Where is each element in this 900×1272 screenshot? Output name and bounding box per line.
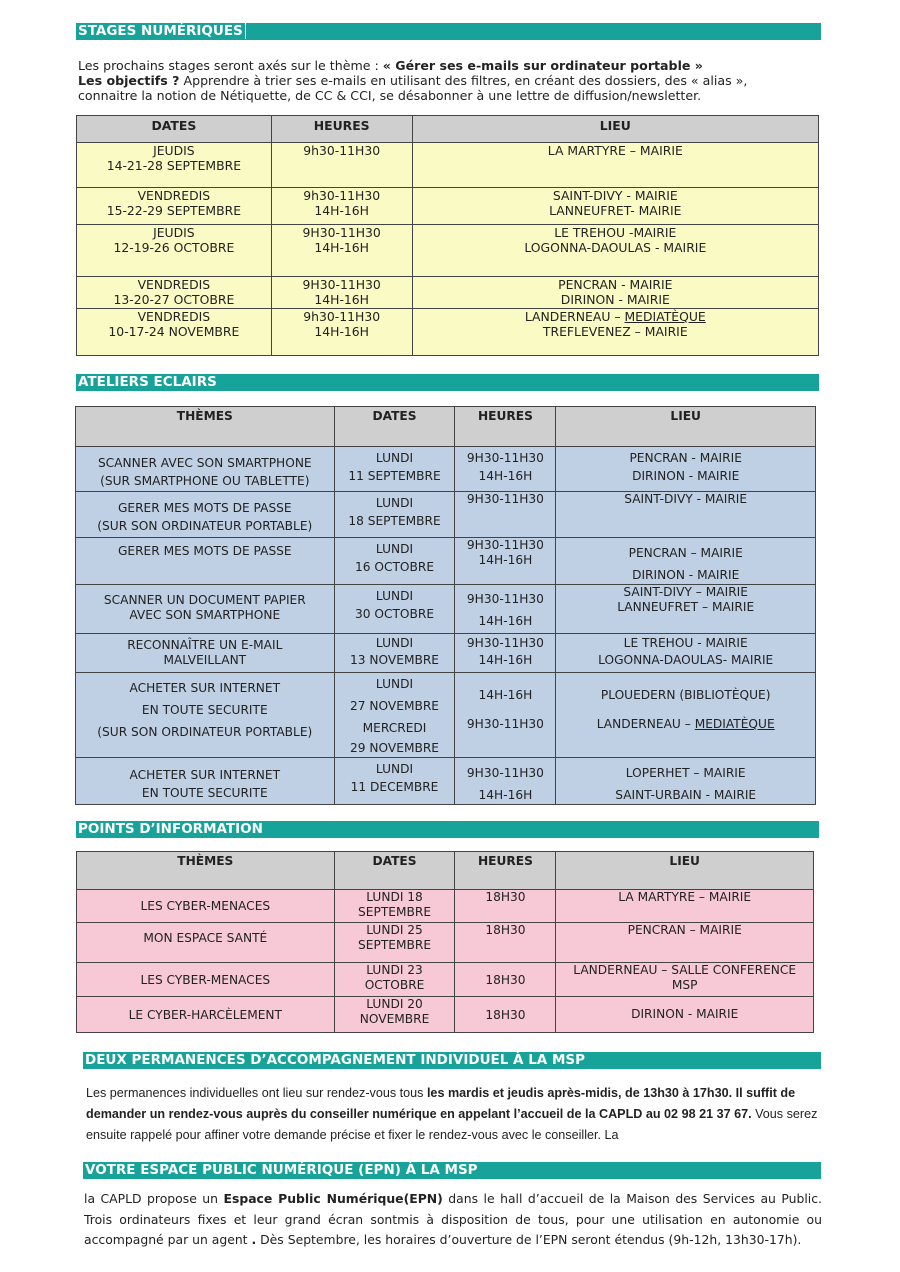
col-header-lieu: LIEU [556, 407, 816, 447]
section-banner-points [76, 821, 819, 838]
table-cell [334, 538, 455, 585]
cell-text: 9H30-11H30 [466, 592, 544, 606]
table-cell [556, 890, 814, 923]
table-row [77, 923, 814, 963]
table-cell [556, 538, 816, 585]
cell-text: 14H-16H [314, 240, 369, 255]
col-header-themes: THÈMES [76, 407, 335, 447]
table-cell [76, 673, 335, 758]
cell-text: OCTOBRE [364, 978, 425, 992]
cell-text: LUNDI [375, 496, 414, 510]
table-row [77, 997, 814, 1033]
table-cell [455, 758, 556, 805]
table-cell [455, 538, 556, 585]
cell-text: MEDIATÈQUE [624, 309, 706, 324]
table-cell: 18H30 [455, 923, 556, 963]
cell-text: dans le hall d’accueil de la Maison des Services au Public. Trois ordinateurs fixes et leur grand écran sontmis à disposition de tous, pour une utilisation en autonomie ou accompagné par un agent [84, 1191, 822, 1247]
table-cell: MON ESPACE SANTÉ [77, 923, 335, 963]
cell-text: 29 NOVEMBRE [350, 741, 439, 755]
cell-text: SCANNER AVEC SON SMARTPHONE [97, 456, 312, 470]
cell-text: LUNDI 25 [366, 923, 423, 937]
table-row [76, 492, 816, 538]
cell-text: EN TOUTE SECURITE [141, 786, 268, 800]
cell-text: LANDERNEAU – SALLE CONFERENCE [573, 963, 797, 977]
cell-text: (SUR SON ORDINATEUR PORTABLE) [97, 519, 313, 533]
cell-text: 9H30-11H30 [466, 766, 544, 780]
table-cell [77, 309, 272, 356]
cell-text: 14H-16H [314, 324, 369, 339]
cell-text: (SUR SON ORDINATEUR PORTABLE) [97, 725, 313, 739]
cell-text: 14H-16H [478, 614, 533, 628]
table-cell [334, 585, 455, 634]
col-header-heures: HEURES [455, 407, 556, 447]
cell-text: 18 SEPTEMBRE [348, 514, 441, 528]
table-cell [76, 634, 335, 673]
stages-intro: Les prochains stages seront axés sur le thème : « Gérer ses e-mails sur ordinateur portable » Les objectifs ? Apprendre à trier ses e-mails en utilisant des filtres, en créant des dossiers, des « alias », connaitre la notion de Nétiquette, de CC & CCI, se désabonner à une lettre de diffusion/newsletter. [78, 58, 838, 103]
section-banner-stages [76, 23, 821, 40]
cell-text: SAINT-DIVY - MAIRIE [624, 492, 748, 506]
col-header-dates: DATES [334, 852, 455, 890]
cell-text: 12-19-26 OCTOBRE [113, 240, 235, 255]
cell-text: LUNDI [375, 636, 414, 650]
table-cell [334, 963, 455, 997]
cell-text: 9H30-11H30 [466, 492, 544, 506]
cell-text: 14H-16H [478, 788, 533, 802]
table-cell [556, 634, 816, 673]
ateliers-table [75, 406, 816, 805]
table-row [77, 890, 814, 923]
table-cell [556, 492, 816, 538]
table-cell [412, 143, 818, 188]
table-cell [334, 890, 455, 923]
section-banner-permanences [83, 1052, 821, 1069]
table-cell: LES CYBER-MENACES [77, 890, 335, 923]
table-cell [412, 188, 818, 225]
table-cell [334, 758, 455, 805]
cell-text: 14H-16H [314, 203, 369, 218]
col-header-heures: HEURES [271, 116, 412, 143]
table-cell [556, 758, 816, 805]
cell-text: 30 OCTOBRE [354, 607, 435, 621]
cell-text: LUNDI 23 [366, 963, 423, 977]
cell-text: LOPERHET – MAIRIE [625, 766, 746, 780]
cell-text: SAINT-DIVY - MAIRIE [552, 188, 678, 203]
stages-table [76, 115, 819, 356]
table-cell [556, 997, 814, 1033]
cell-text: 14H-16H [478, 653, 533, 667]
cell-text: SEPTEMBRE [358, 938, 432, 952]
cell-text: 13 NOVEMBRE [350, 653, 439, 667]
cell-text: LUNDI [375, 451, 414, 465]
col-header-lieu: LIEU [412, 116, 818, 143]
table-cell [455, 447, 556, 492]
table-cell [455, 492, 556, 538]
cell-text: DIRINON - MAIRIE [632, 568, 740, 582]
table-cell [556, 963, 814, 997]
col-header-dates: DATES [334, 407, 455, 447]
cell-text: LE TREHOU - MAIRIE [623, 636, 748, 650]
cell-text: MERCREDI [362, 721, 427, 735]
cell-text: 14H-16H [478, 688, 533, 702]
cell-text: VENDREDIS [137, 309, 211, 324]
table-cell [334, 634, 455, 673]
cell-text: 9h30-11H30 [303, 188, 381, 203]
table-cell [556, 673, 816, 758]
table-cell [412, 277, 818, 309]
section-title-stages: STAGES NUMÉRIQUES [78, 23, 246, 39]
cell-text: MSP [671, 978, 698, 992]
col-header-dates: DATES [77, 116, 272, 143]
cell-text: LA MARTYRE – MAIRIE [547, 143, 683, 158]
cell-text: PENCRAN – MAIRIE [628, 546, 743, 560]
permanences-text: Les permanences individuelles ont lieu sur rendez-vous tous les mardis et jeudis après-midis, de 13h30 à 17h30. Il suffit de demander un rendez-vous auprès du conseiller numérique en appelant l’accueil de la CAPLD au 02 98 21 37 67. Vous serez ensuite rappelé pour affiner votre demande précise et fixer le rendez-vous avec le conseiller. La [86, 1086, 818, 1142]
table-row [76, 538, 816, 585]
table-cell [77, 188, 272, 225]
table-cell [334, 673, 455, 758]
cell-text: 14H-16H [478, 469, 533, 483]
table-row [76, 758, 816, 805]
cell-text: GERER MES MOTS DE PASSE [117, 544, 292, 558]
col-header-heures: HEURES [455, 852, 556, 890]
col-header-lieu: LIEU [556, 852, 814, 890]
table-cell [77, 277, 272, 309]
cell-text: JEUDIS [153, 143, 195, 158]
cell-text: 9H30-11H30 [466, 717, 544, 731]
cell-text: la CAPLD propose un [84, 1191, 224, 1206]
cell-text: JEUDIS [153, 225, 195, 240]
table-cell [76, 538, 335, 585]
table-row [76, 585, 816, 634]
table-cell [271, 188, 412, 225]
table-cell [271, 143, 412, 188]
table-row [77, 277, 819, 309]
table-cell [334, 923, 455, 963]
table-cell [556, 923, 814, 963]
cell-text: LUNDI [375, 677, 414, 691]
table-row [76, 673, 816, 758]
cell-text: 10-17-24 NOVEMBRE [108, 324, 240, 339]
cell-text: LANNEUFRET- MAIRIE [549, 203, 682, 218]
table-cell [334, 997, 455, 1033]
table-cell [77, 225, 272, 277]
cell-text: LE TREHOU -MAIRIE [554, 225, 677, 240]
table-row [77, 225, 819, 277]
section-banner-ateliers [76, 374, 819, 391]
cell-text: SEPTEMBRE [358, 905, 432, 919]
cell-text: PENCRAN – MAIRIE [627, 923, 742, 937]
section-title-points: POINTS D’INFORMATION [78, 821, 263, 837]
col-header-themes: THÈMES [77, 852, 335, 890]
cell-text: Les prochains stages seront axés sur le thème : [78, 58, 383, 73]
cell-text: 9h30-11H30 [303, 309, 381, 324]
table-cell [334, 447, 455, 492]
cell-text: LUNDI 18 [366, 890, 423, 904]
cell-text: LA MARTYRE – MAIRIE [618, 890, 752, 904]
points-table [76, 851, 814, 1033]
table-cell [556, 585, 816, 634]
table-cell [412, 309, 818, 356]
cell-text: MEDIATÈQUE [694, 717, 775, 731]
table-cell [334, 492, 455, 538]
cell-text: Apprendre à trier ses e-mails en utilisant des filtres, en créant des dossiers, des « alias », [179, 73, 748, 88]
epn-text: la CAPLD propose un Espace Public Numérique(EPN) dans le hall d’accueil de la Maison des Services au Public. Trois ordinateurs fixes et leur grand écran sontmis à disposition de tous, pour une utilisation en autonomie ou accompagné par un agent . Dès Septembre, les horaires d’ouverture de l’EPN seront étendus (9h-12h, 13h30-17h). [84, 1191, 822, 1247]
table-cell [271, 225, 412, 277]
table-cell: LES CYBER-MENACES [77, 963, 335, 997]
table-row [77, 309, 819, 356]
cell-text: ACHETER SUR INTERNET [129, 768, 281, 782]
cell-text: VENDREDIS [137, 277, 211, 292]
cell-text: PENCRAN - MAIRIE [558, 277, 673, 292]
cell-text: (SUR SMARTPHONE OU TABLETTE) [100, 474, 310, 488]
cell-text: 14-21-28 SEPTEMBRE [106, 158, 242, 173]
table-cell [76, 447, 335, 492]
section-title-epn: VOTRE ESPACE PUBLIC NUMÉRIQUE (EPN) À LA MSP [85, 1162, 478, 1178]
cell-text: SCANNER UN DOCUMENT PAPIER [103, 593, 306, 607]
cell-text: TREFLEVENEZ – MAIRIE [542, 324, 688, 339]
table-cell [455, 673, 556, 758]
cell-text: AVEC SON SMARTPHONE [129, 608, 281, 622]
table-cell [76, 585, 335, 634]
cell-text: LUNDI [375, 589, 414, 603]
cell-text: 11 DECEMBRE [350, 780, 439, 794]
cell-text: ACHETER SUR INTERNET [129, 681, 281, 695]
cell-text: LOGONNA-DAOULAS- MAIRIE [598, 653, 774, 667]
cell-text: 9H30-11H30 [302, 225, 381, 240]
table-row [76, 447, 816, 492]
cell-text: LANDERNEAU – [596, 717, 695, 731]
table-cell: 18H30 [455, 997, 556, 1033]
cell-text: connaitre la notion de Nétiquette, de CC & CCI, se désabonner à une lettre de diffusion/newsletter. [78, 88, 702, 103]
cell-text: 11 SEPTEMBRE [348, 469, 441, 483]
cell-text: Les permanences individuelles ont lieu sur rendez-vous tous [86, 1086, 427, 1100]
cell-text: Dès Septembre, les horaires d’ouverture de l’EPN seront étendus (9h-12h, 13h30-17h). [256, 1232, 802, 1247]
table-row [77, 143, 819, 188]
cell-text: PENCRAN - MAIRIE [629, 451, 742, 465]
table-cell [271, 309, 412, 356]
cell-text: SAINT-URBAIN - MAIRIE [615, 788, 757, 802]
table-cell [76, 492, 335, 538]
cell-text: 14H-16H [314, 292, 369, 307]
cell-text: LANNEUFRET – MAIRIE [617, 600, 755, 614]
cell-text: 9H30-11H30 [466, 636, 544, 650]
table-cell [412, 225, 818, 277]
section-title-ateliers: ATELIERS ECLAIRS [78, 374, 217, 390]
section-title-permanences: DEUX PERMANENCES D’ACCOMPAGNEMENT INDIVIDUEL À LA MSP [85, 1052, 586, 1068]
table-cell [76, 758, 335, 805]
cell-text: 9H30-11H30 [302, 277, 381, 292]
cell-text: GERER MES MOTS DE PASSE [117, 501, 292, 515]
cell-text: DIRINON - MAIRIE [631, 1007, 739, 1021]
table-cell [455, 634, 556, 673]
cell-text: Vous serez ensuite rappelé pour affiner votre demande précise et fixer le rendez-vous avec le conseiller. La [86, 1107, 818, 1142]
cell-text: MALVEILLANT [163, 653, 247, 667]
table-cell [455, 585, 556, 634]
cell-text: LUNDI [375, 762, 414, 776]
table-cell: 18H30 [455, 963, 556, 997]
cell-text: 15-22-29 SEPTEMBRE [106, 203, 242, 218]
cell-text: RECONNAÎTRE UN E-MAIL [127, 638, 283, 652]
cell-text: DIRINON - MAIRIE [560, 292, 670, 307]
table-cell [556, 447, 816, 492]
cell-text: 9h30-11H30 [303, 143, 381, 158]
cell-text: DIRINON - MAIRIE [632, 469, 740, 483]
cell-text: SAINT-DIVY – MAIRIE [623, 585, 748, 599]
table-cell [271, 277, 412, 309]
cell-text: EN TOUTE SECURITE [141, 703, 268, 717]
table-cell [77, 143, 272, 188]
cell-text: LUNDI 20 [366, 997, 423, 1011]
cell-text: 16 OCTOBRE [354, 560, 435, 574]
cell-text: 9H30-11H30 [466, 538, 544, 552]
cell-text: 14H-16H [478, 553, 533, 567]
table-cell: LE CYBER-HARCÈLEMENT [77, 997, 335, 1033]
cell-text: 27 NOVEMBRE [350, 699, 439, 713]
cell-text: PLOUEDERN (BIBLIOTÈQUE) [600, 688, 771, 702]
section-banner-epn [83, 1162, 821, 1179]
table-cell: 18H30 [455, 890, 556, 923]
table-row [77, 963, 814, 997]
table-row [76, 634, 816, 673]
cell-text: LANDERNEAU – [524, 309, 625, 324]
cell-text: 9H30-11H30 [466, 451, 544, 465]
cell-text: NOVEMBRE [359, 1012, 430, 1026]
cell-text: VENDREDIS [137, 188, 211, 203]
table-row [77, 188, 819, 225]
cell-text: LUNDI [375, 542, 414, 556]
cell-text: LOGONNA-DAOULAS - MAIRIE [524, 240, 707, 255]
cell-text: 13-20-27 OCTOBRE [113, 292, 235, 307]
